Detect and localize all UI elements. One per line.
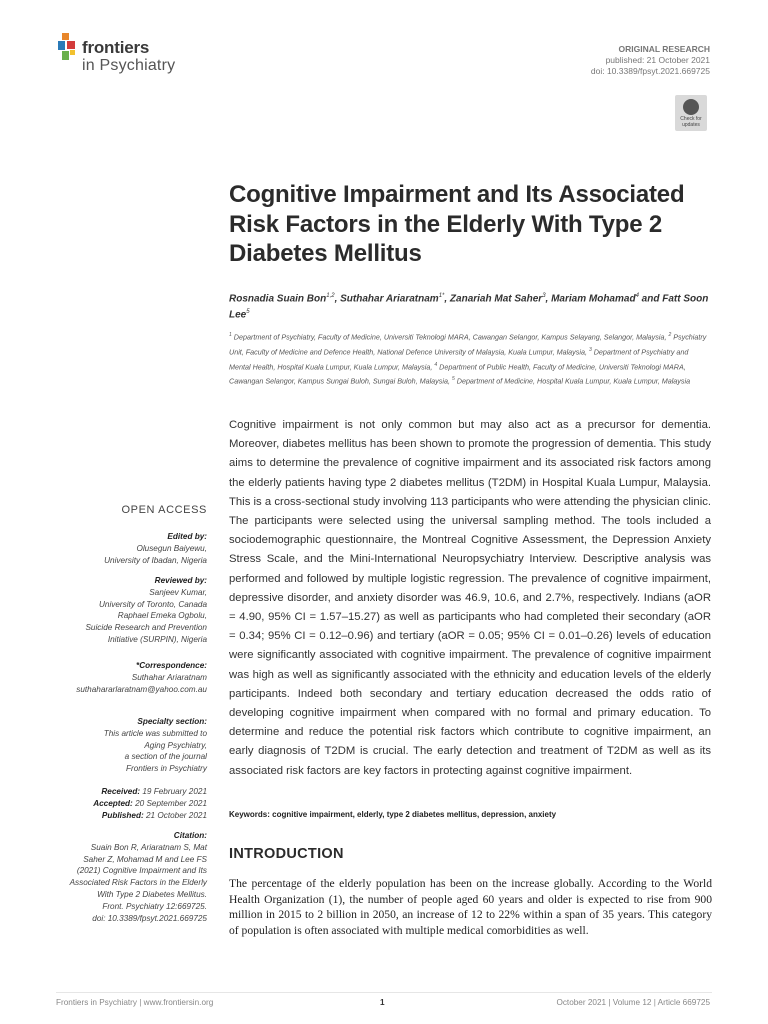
article-title: Cognitive Impairment and Its Associated Risk Factors in the Elderly With Type 2 Diabetes Mellitus <box>229 181 685 267</box>
reviewed-by-label: Reviewed by: <box>154 576 207 585</box>
reviewed-by-block <box>37 575 207 646</box>
received-date: Received: 19 February 2021 <box>101 787 207 796</box>
correspondence-label: *Correspondence: <box>136 661 207 670</box>
check-for-updates-badge[interactable] <box>675 95 707 131</box>
journal-brand: frontiers <box>82 38 150 57</box>
check-updates-icon <box>683 99 699 115</box>
author-name[interactable]: Suthahar Ariaratnam <box>340 293 439 305</box>
affiliations: $^1$ Department of Psychiatry, Faculty of Medicine, Universiti Teknologi MARA, Cawangan Selangor, Kampus Selayang, Selangor, Malaysia, $^2$ Psychiatry Unit, Faculty of Medicine and Defence Health, National Defence University of Malaysia, Kuala Lumpur, Malaysia, $^3$ Department of Psychiatry and Mental Health, Hospital Kuala Lumpur, Kuala Lumpur, Malaysia, $^4$ Department of Public Health, Faculty of Medicine, Universiti Teknologi MARA, Cawangan Selangor, Kampus Sungai Buloh, Sungai Buloh, Malaysia, $^5$ Department of Medicine, Hospital Kuala Lumpur, Kuala Lumpur, Malaysia <box>229 332 707 386</box>
author-name[interactable]: Rosnadia Suain Bon <box>229 293 327 305</box>
article-type: ORIGINAL RESEARCH <box>618 44 710 54</box>
journal-subtitle: in Psychiatry <box>82 57 176 74</box>
author-affil-sup: 1* <box>438 293 445 299</box>
author-affil-sup: 4 <box>635 293 639 299</box>
edited-by-label: Edited by: <box>167 532 207 541</box>
citation-block: Citation: Suain Bon R, Ariaratnam S, Mat Saher Z, Mohamad M and Lee FS (2021) Cognitive Impairment and Its Associated Risk Factors in the Elderly With Type 2 Diabetes Mellitus. Front. Psychiatry 12:669725. doi: 10.3389/fpsyt.2021.669725 <box>37 830 207 924</box>
citation-doi[interactable]: doi: 10.3389/fpsyt.2021.669725 <box>92 913 207 923</box>
specialty-block: Specialty section: This article was submitted to Aging Psychiatry, a section of the journal Frontiers in Psychiatry <box>37 716 207 775</box>
reviewer-line: Suicide Research and Prevention <box>85 623 207 633</box>
affiliation: Psychiatry Unit, Faculty of Medicine and Defence Health, National Defence University of Malaysia, Kuala Lumpur, Malaysia, <box>229 332 707 357</box>
reviewer-line: Sanjeev Kumar, <box>149 587 207 597</box>
abstract: Cognitive impairment is not only common but may also act as a precursor for dementia. Moreover, diabetes mellitus has been shown to promote the progression of dementia. This study aims to determine the prevalence of cognitive impairment and its associated risk factors among the elderly patients having type 2 diabetes mellitus (T2DM) in Hospital Kuala Lumpur, Malaysia. This is a cross-sectional study involving 113 participants who were attending the physician clinic. The participants were selected using the universal sampling method. The tools included a sociodemographic questionnaire, the Montreal Cognitive Assessment, the Depression Anxiety Stress Scale, and the Mini-International Neuropsychiatry Interview. Descriptive analysis was performed and followed by multiple logistic regression. The prevalence of cognitive impairment, depressive disorder, and anxiety disorder was 46.9, 10.6, and 2.7%, respectively. Indians (aOR = 4.90, 95% CI = 1.57–15.27) as well as participants who had completed their secondary (aOR = 0.34; 95% CI = 0.12–0.96) and tertiary (aOR = 0.05; 95% CI = 0.01–0.26) levels of education were significantly associated with cognitive impairment. The prevalence of cognitive impairment was high as well as significantly associated with the ethnicity and education levels of the elderly participants. Indeed both secondary and tertiary education decreased the odds ratio of developing cognitive impairment when compared with no formal and primary education. To determine and reduce the potential risk factors which contribute to cognitive impairment, an early diagnosis of T2DM is crucial. The early detection and treatment of T2DM as well as its associated risk factors are key factors in protecting against cognitive impairment. <box>229 419 711 777</box>
reference-link[interactable]: 1 <box>332 892 339 906</box>
citation-label: Citation: <box>173 831 207 840</box>
editor-line: University of Ibadan, Nigeria <box>104 555 207 565</box>
doi[interactable]: doi: 10.3389/fpsyt.2021.669725 <box>590 66 710 76</box>
article-meta <box>591 44 710 77</box>
footer-issue: October 2021 | Volume 12 | Article 669725 <box>556 998 710 1007</box>
correspondence-name: Suthahar Ariaratnam <box>131 672 207 682</box>
author-affil-sup: 1,2 <box>326 293 335 299</box>
affiliation: Department of Psychiatry, Faculty of Medicine, Universiti Teknologi MARA, Cawangan Selangor, Kampus Selayang, Selangor, Malaysia, <box>233 332 669 342</box>
published-date: published: 21 October 2021 <box>605 55 710 65</box>
frontiers-logo-icon <box>56 33 80 61</box>
author-name[interactable]: Mariam Mohamad <box>551 293 636 305</box>
author-affil-sup: 3 <box>542 293 546 299</box>
accepted-date: Accepted: 20 September 2021 <box>93 798 207 808</box>
keywords-label: Keywords: <box>229 810 270 819</box>
affiliation: Department of Public Health, Faculty of Medicine, Universiti Teknologi MARA, Cawangan Selangor, Kampus Sungai Buloh, Sungai Buloh, Malaysia, <box>229 361 686 386</box>
affiliation: Department of Medicine, Hospital Kuala Lumpur, Kuala Lumpur, Malaysia <box>456 376 691 386</box>
reviewer-line: Initiative (SURPIN), Nigeria <box>107 634 207 644</box>
editor-line: Olusegun Baiyewu, <box>136 543 207 553</box>
author-name[interactable]: Zanariah Mat Saher <box>449 293 543 305</box>
correspondence-block <box>37 660 207 695</box>
keywords <box>229 810 711 819</box>
keywords-list: cognitive impairment, elderly, type 2 diabetes mellitus, depression, anxiety <box>272 810 557 819</box>
specialty-label: Specialty section: <box>137 717 207 726</box>
published-date-side: Published: 21 October 2021 <box>101 810 207 820</box>
footer-divider <box>56 992 712 993</box>
author-name[interactable]: Fatt Soon Lee <box>229 293 709 321</box>
check-updates-label: Check for updates <box>680 116 702 128</box>
affiliation: Department of Psychiatry and Mental Health, Hospital Kuala Lumpur, Kuala Lumpur, Malaysia, <box>229 347 689 371</box>
edited-by-block <box>37 531 207 566</box>
author-affil-sup: 5 <box>246 308 250 315</box>
dates-block <box>37 786 207 821</box>
author-list: Rosnadia Suain Bon$^{1,2}$, Suthahar Ariaratnam$^{1*}$, Zanariah Mat Saher$^3$, Mariam Mohamad$^4$ and Fatt Soon Lee$^5$ <box>229 293 709 321</box>
correspondence-email[interactable]: suthahararlaratnam@yahoo.com.au <box>76 684 207 694</box>
introduction-paragraph: The percentage of the elderly population has been on the increase globally. According to the World Health Organization (1), the number of people aged 60 years and older is expected to rise from 900 million in 2015 to 2 billion in 2050, an increase of 12 to 22% within a span of 35 years. This category of population is often associated with multiple medical comorbidities as well. <box>229 877 712 938</box>
section-heading-introduction: INTRODUCTION <box>229 846 344 862</box>
journal-logo <box>56 33 216 81</box>
open-access-label: OPEN ACCESS <box>121 504 207 516</box>
reviewer-line: University of Toronto, Canada <box>98 599 207 609</box>
page-number: 1 <box>380 998 385 1007</box>
footer-journal[interactable]: Frontiers in Psychiatry | www.frontiersin.org <box>56 998 214 1007</box>
reviewer-line: Raphael Emeka Ogbolu, <box>117 611 207 621</box>
